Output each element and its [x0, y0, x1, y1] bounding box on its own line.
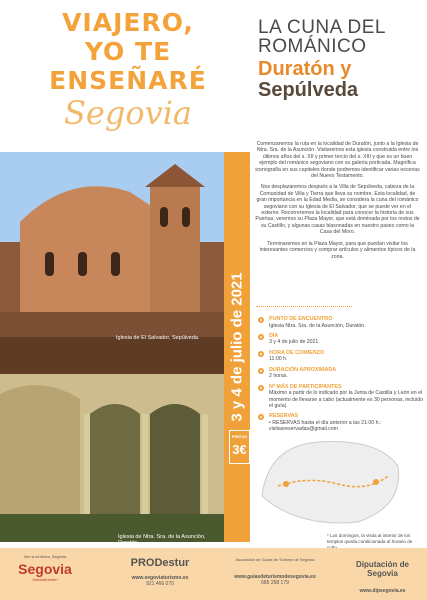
info-label: DÍA	[269, 332, 279, 339]
bullet-icon	[258, 334, 264, 340]
header-right-title	[258, 18, 423, 118]
info-value: 2 horas.	[269, 373, 288, 380]
sponsor-diputacion	[340, 548, 425, 600]
description-paragraph-3: Terminaremos en la Plaza Mayor, para que puedan visitar los interesantes comercios y comprar artículos y alimentos típicos de la zona.	[259, 240, 416, 260]
sponsor-phone: 921 466 070	[146, 581, 174, 587]
bullet-icon	[258, 414, 264, 420]
dotted-divider	[256, 306, 352, 307]
slogan-script-segovia: Segovia	[64, 94, 192, 132]
sponsor-tagline: Ven a mi tierra, Segovia	[23, 554, 67, 559]
info-value: 3 y 4 de julio de 2021.	[269, 339, 320, 346]
route-description	[255, 141, 420, 303]
map-illustration	[258, 436, 406, 526]
photo-asuncion	[0, 374, 224, 546]
sponsor-sub: Naturalmente!	[32, 577, 58, 582]
sponsor-phone: 685 258 179	[261, 580, 289, 586]
info-value: • RESERVAS hasta el día anterior a las 21:00 h.: visitasreservadas@gmail.com	[269, 419, 382, 433]
sponsor-guias	[225, 548, 325, 600]
sponsor-prodestur	[115, 548, 205, 600]
title-line-1: LA CUNA DEL	[258, 17, 386, 38]
info-label: Nº MÁX DE PARTICIPANTES	[269, 383, 342, 390]
info-label: DURACIÓN APROXIMADA	[269, 366, 337, 373]
price-label: PRECIO	[231, 434, 248, 439]
info-item	[257, 316, 423, 329]
info-item	[257, 367, 423, 380]
sunday-note: * Los domingos, la visita al interior de los templos queda condicionada al horario de	[327, 533, 413, 544]
info-item	[257, 333, 423, 346]
caption-asuncion: Iglesia de Ntra. Sra. de la Asunción, Duratón.	[118, 534, 206, 546]
photo-el-salvador	[0, 152, 224, 374]
map-pin-icon	[373, 479, 379, 485]
sponsor-brand: Segovia	[18, 561, 72, 577]
event-info-list	[257, 316, 423, 454]
description-paragraph-2: Nos desplazaremos después a la Villa de Sepúlveda, cabeza de la Comunidad de Villa y Tierra que lleva su nombre. Esta localidad, de gran importancia en la Edad Media, se considera la cuna del románico segoviano con su Iglesia de El Salvador, que se puede ver en el exterior. Recorreremos la localidad para conocer la historia de sus Puertas, veremos su Plaza Mayor, que está dominada por los restos de su Castillo, y algunas casas blasonadas en nuestro paseo como la Casa del Moro.	[255, 184, 420, 236]
diputacion-brand: Diputación de Segovia	[356, 560, 409, 578]
description-paragraph-1: Comenzaremos la ruta en la localidad de Duratón, junto a la Iglesia de Ntra. Sra. de la Asunción. Visitaremos esta iglesia construida entre los últimos años del s. XII y primer tercio del s. XIII y que es un buen ejemplo del románico segoviano con su galería porticada. Magnífica iconografía en sus capiteles donde podremos identificar varias escenas del Nuevo Testamento.	[255, 141, 420, 180]
title-line-4: Sepúlveda	[258, 79, 359, 101]
info-item	[257, 413, 423, 432]
bullet-icon	[258, 368, 264, 374]
date-bar	[224, 152, 250, 542]
gallery-illustration	[0, 374, 224, 542]
info-value: 11:00 h.	[269, 356, 288, 363]
caption-el-salvador: Iglesia de El Salvador, Sepúlveda.	[116, 335, 200, 341]
info-value: Máximo a partir de lo indicado por la Junta de Castilla y León en el momento de llevarse a cabo (actualmente es 30 personas, incluido el guía).	[269, 390, 423, 409]
bullet-icon	[258, 385, 264, 391]
bullet-icon	[258, 317, 264, 323]
prodestur-logo: PRODestur	[130, 557, 190, 569]
info-item	[257, 384, 423, 410]
price-value: 3€	[232, 442, 247, 457]
slogan-line-3: ENSEÑARÉ	[49, 66, 207, 95]
bullet-icon	[258, 351, 264, 357]
sponsor-association: Asociación de Guías de Turismo de Segovia	[235, 557, 315, 562]
info-value: Iglesia Ntra. Sra. de la Asunción, Duratón.	[269, 322, 366, 329]
map-pin-icon	[283, 481, 289, 487]
title-line-2: ROMÁNICO	[258, 36, 367, 57]
info-label: HORA DE COMIENZO	[269, 349, 325, 356]
route-map	[258, 436, 406, 526]
title-line-3: Duratón y	[258, 58, 352, 80]
sponsor-url[interactable]: www.guiasdeturismodesegovia.es	[234, 574, 316, 580]
price-box	[229, 430, 250, 464]
info-label: PUNTO DE ENCUENTRO	[269, 316, 333, 322]
sponsor-url[interactable]: www.dipsegovia.es	[359, 588, 406, 594]
event-date: 3 y 4 de julio de 2021	[228, 272, 246, 422]
sponsor-provincia-segovia	[10, 548, 80, 600]
header-left-slogan	[8, 8, 248, 154]
slogan-line-2: YO TE	[84, 37, 172, 66]
slogan-line-1: VIAJERO,	[62, 8, 194, 37]
sponsor-url[interactable]: www.segoviaturismo.es	[131, 575, 189, 581]
info-item	[257, 350, 423, 363]
info-label: RESERVAS	[269, 413, 299, 420]
